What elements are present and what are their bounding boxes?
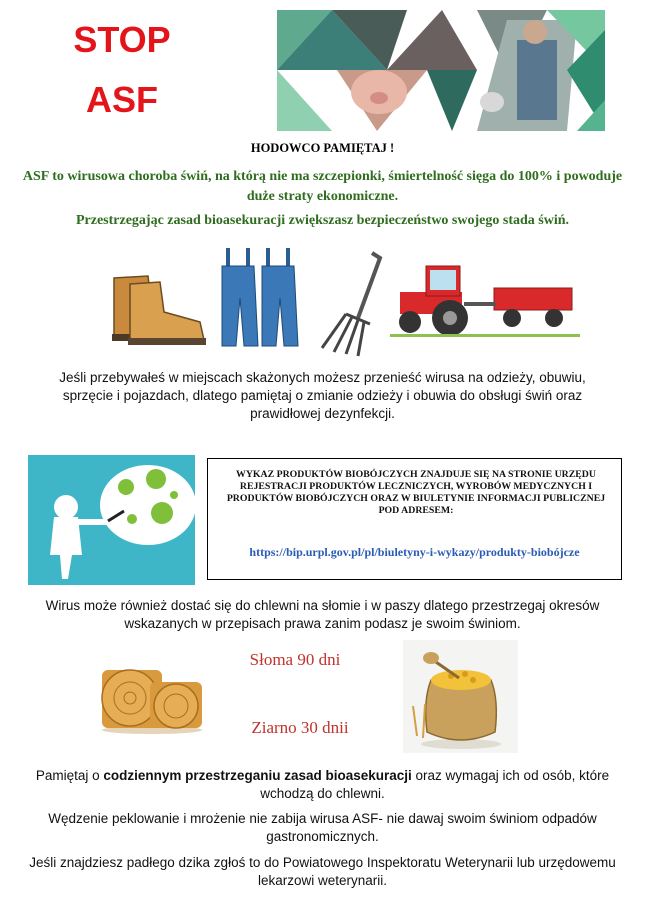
grain-sack-illustration bbox=[403, 640, 518, 753]
biocide-link[interactable]: https://bip.urpl.gov.pl/pl/biuletyny-i-wykazy/produkty-biobójcze bbox=[249, 545, 580, 559]
daily-bold: codziennym przestrzeganiu zasad bioasekuracji bbox=[103, 768, 412, 783]
tractor-icon bbox=[390, 266, 580, 337]
box-title: WYKAZ PRODUKTÓW BIOBÓJCZYCH ZNAJDUJE SIĘ NA STRONIE URZĘDU REJESTRACJI PRODUKTÓW LECZNICZYCH, WYROBÓW MEDYCZNYCH I PRODUKTÓW BIOBÓJCZYCH ORAZ W BIULETYNIE INFORMACJI PUBLICZNEJ POD ADRESEM: bbox=[226, 469, 606, 516]
smoking-note: Wędzenie peklowanie i mrożenie nie zabija wirusa ASF- nie dawaj swoim świniom odpadów gastronomicznych. bbox=[48, 811, 597, 844]
hay-bales-illustration bbox=[100, 660, 205, 735]
daily-biosecurity-note bbox=[20, 767, 625, 803]
boots-icon bbox=[112, 276, 206, 345]
biosecurity-text: Przestrzegając zasad bioasekuracji zwiększasz bezpieczeństwo swojego stada świń. bbox=[75, 213, 569, 228]
biocide-info-box bbox=[207, 458, 622, 580]
daily-prefix: Pamiętaj o bbox=[35, 768, 104, 783]
clothing-note: Jeśli przebywałeś w miejscach skażonych możesz przenieść wirusa na odzieży, obuwiu, sprzęcie i pojazdach, dlatego pamiętaj o zmianie odzieży i obuwia do obsługi świń oraz prawidłowej dezynfekcji. bbox=[59, 370, 586, 421]
grain-period: Ziarno 30 dnii bbox=[251, 718, 349, 737]
wild-boar-note: Jeśli znajdziesz padłego dzika zgłoś to do Powiatowego Inspektoratu Weterynarii lub urzędowemu lekarzowi weterynarii. bbox=[29, 855, 616, 888]
title-stop: STOP bbox=[73, 19, 171, 60]
intro-text: ASF to wirusowa choroba świń, na którą nie ma szczepionki, śmiertelność sięga do 100% i powoduje duże straty ekonomiczne. bbox=[22, 169, 623, 204]
pig-farm-photo-collage bbox=[277, 10, 605, 131]
equipment-illustrations bbox=[100, 248, 590, 358]
straw-period: Słoma 90 dni bbox=[249, 650, 341, 669]
daily-suffix: oraz wymagaj ich od osób, które wchodzą do chlewni. bbox=[260, 768, 610, 801]
heading: HODOWCO PAMIĘTAJ ! bbox=[250, 141, 395, 155]
disinfection-illustration bbox=[28, 455, 195, 585]
title-asf: ASF bbox=[86, 79, 158, 120]
overalls-icon bbox=[222, 248, 298, 346]
pitchfork-icon bbox=[322, 253, 380, 356]
straw-note: Wirus może również dostać się do chlewni na słomie i w paszy dlatego przestrzegaj okresów wskazanych w przepisach prawa zanim podasz je swoim świniom. bbox=[45, 598, 600, 631]
